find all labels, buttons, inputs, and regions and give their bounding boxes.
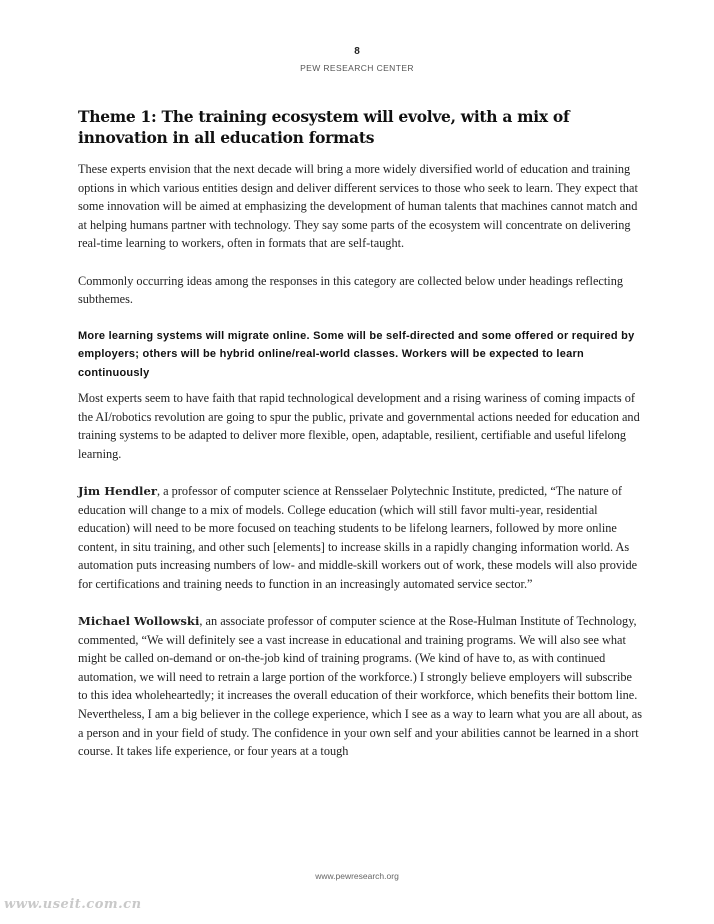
running-header: PEW RESEARCH CENTER [300,63,414,73]
page-number: 8 [354,46,360,57]
speaker-name: Michael Wollowski [78,614,200,629]
footer-url: www.pewresearch.org [315,871,399,881]
ideas-paragraph: Commonly occurring ideas among the responses in this category are collected below under headings reflecting subthemes. [78,273,623,307]
main-content [78,106,644,779]
watermark: www.useit.com.cn [4,897,142,912]
subtheme-summary: Most experts seem to have faith that rapid technological development and a rising wariness of coming impacts of the AI/robotics revolution are going to spur the public, private and governmental actions needed for education and training systems to be adapted to deliver more flexible, open, adaptable, resilient, certifiable and useful lifelong learning. [78,390,640,461]
quote-paragraph [78,612,644,761]
quote-paragraph [78,482,644,594]
subtheme-heading: More learning systems will migrate online. Some will be self-directed and some offered or required by employers; others will be hybrid online/real-world classes. Workers will be expected to learn continuously [78,329,635,379]
quote-text: , a professor of computer science at Rensselaer Polytechnic Institute, predicted, “The nature of education will change to a mix of models. College education (which will still favor multi-year, residential education) will need to be more focused on teaching students to be lifelong learners, followed by more online content, in situ training, and other such [elements] to increase skills in a rapidly changing information world. As automation puts increasing numbers of low- and middle-skill workers out of work, these models will also provide for certifications and training needs to function in an increasingly automated service sector.” [78,483,638,591]
speaker-name: Jim Hendler [78,483,157,498]
intro-paragraph: These experts envision that the next decade will bring a more widely diversified world of education and training options in which various entities design and deliver different services to those who seek to learn. They expect that some innovation will be aimed at emphasizing the development of human talents that machines cannot match and at helping humans partner with technology. They say some parts of the ecosystem will concentrate on delivering real-time learning to workers, often in formats that are self-taught. [78,162,638,251]
quote-text: , an associate professor of computer science at the Rose-Hulman Institute of Technology, commented, “We will definitely see a vast increase in educational and training programs. We will also see what might be called on-demand or on-the-job kind of training programs. (We kind of have to, as with continued automation, we will need to retrain a large portion of the workforce.) I strongly believe employers will subscribe to this idea wholeheartedly; it increases the overall education of their workforce, which benefits their bottom line. Nevertheless, I am a big believer in the college experience, which I see as a way to learn what you are all about, as a person and in your field of study. The confidence in your own self and your abilities cannot be learned in a short course. It takes life experience, or four years at a tough [78,614,643,759]
theme-title: Theme 1: The training ecosystem will evolve, with a mix of innovation in all education formats [78,107,570,147]
